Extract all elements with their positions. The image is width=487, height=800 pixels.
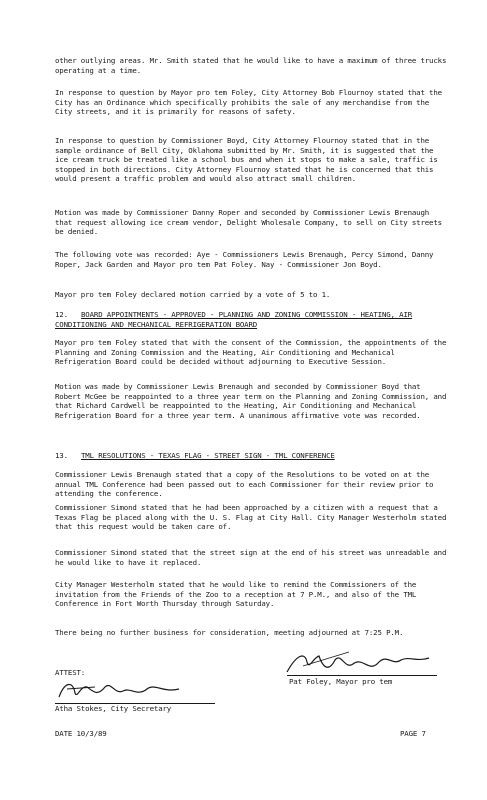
- section-title: BOARD APPOINTMENTS - APPROVED - PLANNING AND ZONING COMMISSION - HEATING, AIR CONDITIONING AND MECHANICAL REFRIGERATION BOARD: [55, 310, 413, 329]
- secretary-signature: [55, 677, 185, 703]
- paragraph-texas-flag: Commissioner Simond stated that he had been approached by a citizen with a request that a Texas Flag be placed along with the U. S. Flag at City Hall. City Manager Westerholm stated that this request would be taken care of.: [55, 503, 447, 532]
- paragraph-adjournment: There being no further business for consideration, meeting adjourned at 7:25 P.M.: [55, 628, 404, 637]
- section-number: 12.: [55, 310, 68, 319]
- paragraph-zoo-reception: City Manager Westerholm stated that he would like to remind the Commissioners of the invitation from the Friends of the Zoo to a reception at 7 P.M., and also of the TML Conference in Fort Worth Thursday through Saturday.: [55, 580, 417, 609]
- mayor-signature-line: [287, 675, 437, 676]
- paragraph-tml-resolutions: Commissioner Lewis Brenaugh stated that a copy of the Resolutions to be voted on at the annual TML Conference had been passed out to each Commissioner for their review prior to attending the conference.: [55, 470, 434, 499]
- paragraph-truck-operation: other outlying areas. Mr. Smith stated that he would like to have a maximum of three trucks operating at a time.: [55, 56, 447, 75]
- paragraph-motion-carried: Mayor pro tem Foley declared motion carried by a vote of 5 to 1.: [55, 290, 331, 299]
- mayor-signature: [283, 648, 433, 678]
- section-title: TML RESOLUTIONS - TEXAS FLAG - STREET SIGN - TML CONFERENCE: [81, 451, 335, 460]
- section-number: 13.: [55, 451, 68, 460]
- section-heading-13: [55, 451, 447, 461]
- footer-date: DATE 10/3/89: [55, 729, 107, 738]
- paragraph-city-attorney-ordinance: In response to question by Mayor pro tem Foley, City Attorney Bob Flournoy stated that the City has an Ordinance which specifically prohibits the sale of any merchandise from the City streets, and it is primarily for reasons of safety.: [55, 88, 442, 117]
- paragraph-appointments-consent: Mayor pro tem Foley stated that with the consent of the Commission, the appointments of the Planning and Zoning Commission and the Heating, Air Conditioning and Mechanical Refrigeration Board could be decided without adjourning to Executive Session.: [55, 338, 447, 367]
- paragraph-sample-ordinance: In response to question by Commissioner Boyd, City Attorney Flournoy stated that in the sample ordinance of Bell City, Oklahoma submitted by Mr. Smith, it is suggested that the ice cream truck be treated like a school bus and when it stops to make a sale, traffic is stopped in both directions. City Attorney Flournoy stated that he is concerned that this would present a traffic problem and would also attract small children.: [55, 136, 438, 184]
- footer-page-number: PAGE 7: [400, 729, 426, 738]
- mayor-name: Pat Foley, Mayor pro tem: [289, 677, 393, 686]
- paragraph-vote-recorded: The following vote was recorded: Aye - Commissioners Lewis Brenaugh, Percy Simond, Danny Roper, Jack Garden and Mayor pro tem Pat Foley. Nay - Commissioner Jon Boyd.: [55, 250, 434, 269]
- attest-label: ATTEST:: [55, 668, 86, 677]
- section-heading-12: [55, 310, 447, 329]
- paragraph-motion-deny: Motion was made by Commissioner Danny Roper and seconded by Commissioner Lewis Brenaugh that request allowing ice cream vendor, Delight Wholesale Company, to sell on City streets be denied.: [55, 208, 442, 237]
- paragraph-motion-reappoint: Motion was made by Commissioner Lewis Brenaugh and seconded by Commissioner Boyd that Robert McGee be reappointed to a three year term on the Planning and Zoning Commission, and that Richard Cardwell be reappointed to the Heating, Air Conditioning and Mechanical Refrigeration Board for a three year term. A unanimous affirmative vote was recorded.: [55, 382, 447, 420]
- paragraph-street-sign: Commissioner Simond stated that the street sign at the end of his street was unreadable and he would like to have it replaced.: [55, 548, 447, 567]
- secretary-name: Atha Stokes, City Secretary: [55, 704, 172, 713]
